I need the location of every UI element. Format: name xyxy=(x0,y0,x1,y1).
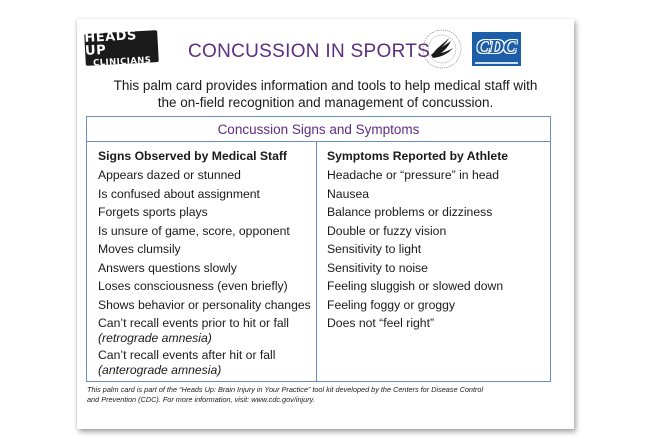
signs-symptoms-table xyxy=(86,116,551,382)
footer-line2: and Prevention (CDC). For more information, visit: www.cdc.gov/injury. xyxy=(87,395,315,404)
symptom-item: Nausea xyxy=(327,186,370,201)
symptom-item: Sensitivity to noise xyxy=(327,260,428,275)
intro-text xyxy=(77,77,574,111)
sign-item-note: (anterograde amnesia) xyxy=(98,363,222,377)
heads-up-clinicians-logo xyxy=(84,27,159,69)
signs-header: Signs Observed by Medical Staff xyxy=(98,149,287,163)
sign-item: Appears dazed or stunned xyxy=(98,168,241,182)
logo-line2: CLINICIANS xyxy=(92,55,152,69)
symptoms-column xyxy=(327,149,547,335)
sign-item: Forgets sports plays xyxy=(98,205,208,219)
palm-card xyxy=(77,19,574,429)
symptom-item: Sensitivity to light xyxy=(327,242,422,256)
sign-item: Loses consciousness (even briefly) xyxy=(98,279,288,293)
sign-item xyxy=(98,348,312,380)
column-divider xyxy=(316,141,317,381)
logo-line1: HEADS UP xyxy=(84,27,138,59)
symptom-item: Double or fuzzy vision xyxy=(327,223,447,238)
sign-item: Is confused about assignment xyxy=(98,186,260,201)
cdc-logo-bar xyxy=(475,62,518,64)
sign-item: Moves clumsily xyxy=(98,242,181,256)
symptom-item: Does not “feel right” xyxy=(327,316,435,330)
intro-line2: the on-field recognition and management of concussion. xyxy=(157,95,494,110)
sign-item-note: (retrograde amnesia) xyxy=(98,331,212,345)
page-title: CONCUSSION IN SPORTS xyxy=(188,41,431,62)
sign-item: Answers questions slowly xyxy=(98,260,237,275)
cdc-logo xyxy=(472,32,521,66)
table-title: Concussion Signs and Symptoms xyxy=(87,117,550,142)
sign-item-text: Can’t recall events after hit or fall xyxy=(98,348,276,362)
sign-item-text: Can’t recall events prior to hit or fall xyxy=(98,316,290,330)
footer-line1: This palm card is part of the “Heads Up: Brain Injury in Your Practice” tool kit developed by the Centers for Disease Control xyxy=(87,385,484,394)
symptoms-header: Symptoms Reported by Athlete xyxy=(327,149,509,163)
signs-column xyxy=(98,149,312,380)
cdc-logo-text: CDC xyxy=(476,35,517,58)
footer-note xyxy=(87,385,567,405)
sign-item: Shows behavior or personality changes xyxy=(98,297,311,312)
sign-item: Is unsure of game, score, opponent xyxy=(98,223,290,238)
symptom-item: Balance problems or dizziness xyxy=(327,205,493,219)
hhs-seal-icon xyxy=(421,28,463,70)
symptom-item: Feeling sluggish or slowed down xyxy=(327,279,504,293)
symptom-item: Headache or “pressure” in head xyxy=(327,168,500,182)
symptom-item: Feeling foggy or groggy xyxy=(327,297,456,312)
intro-line1: This palm card provides information and tools to help medical staff with xyxy=(113,78,538,93)
sign-item xyxy=(98,316,312,348)
